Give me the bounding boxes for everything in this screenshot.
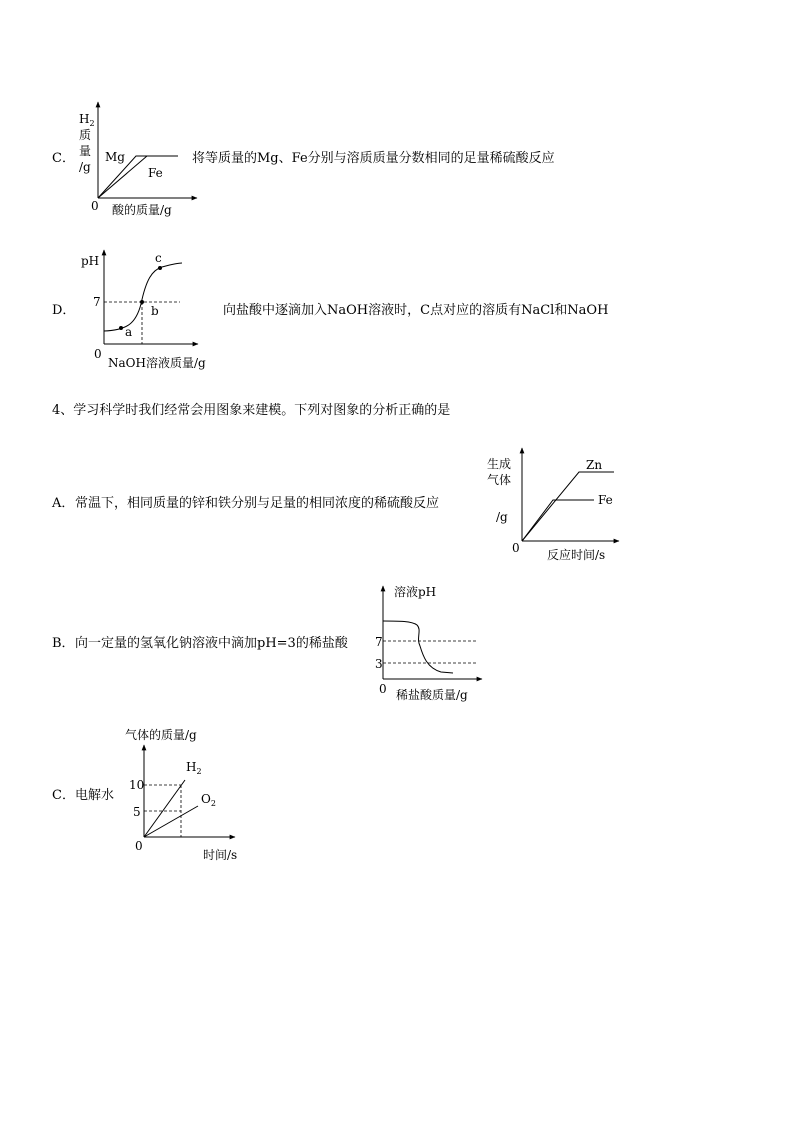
point-b-marker (140, 300, 144, 304)
option-letter: A． (52, 496, 75, 511)
fe-line (522, 500, 594, 541)
option-letter: B． (52, 636, 75, 651)
option-statement: 常温下，相同质量的锌和铁分别与足量的相同浓度的稀硫酸反应 (75, 496, 440, 511)
fe-series-label: Fe (598, 493, 613, 507)
origin-label: 0 (94, 347, 102, 361)
y-axis-label: /g (79, 160, 91, 174)
origin-label: 0 (512, 541, 520, 555)
electrolysis-gas-graph (125, 725, 250, 865)
h2-series-label: $H_2$ (186, 760, 202, 776)
origin-label: 0 (135, 839, 143, 853)
y-axis-label: 量 (79, 144, 92, 158)
y-tick-5: 5 (133, 805, 141, 819)
point-a-label: a (125, 325, 133, 339)
option-statement: 电解水 (75, 788, 115, 803)
point-c-label: c (155, 251, 162, 265)
origin-label: 0 (379, 682, 387, 696)
y-axis-label: $H_2$ (79, 112, 95, 128)
y-axis-label: /g (496, 510, 508, 524)
question-stem: 4、学习科学时我们经常会用图象来建模。下列对图象的分析正确的是 (52, 403, 451, 418)
fe-series-label: Fe (148, 166, 163, 180)
zn-series-label: Zn (586, 458, 603, 472)
y-axis-label: 气体 (487, 473, 512, 487)
h2-line (144, 780, 185, 837)
ph-curve (104, 263, 182, 331)
y-axis-label: 质 (79, 128, 92, 142)
origin-label: 0 (91, 199, 99, 213)
y-tick-3: 3 (375, 657, 383, 671)
mg-series-label: Mg (105, 150, 125, 164)
y-axis-label: pH (81, 254, 100, 268)
x-axis-label: 稀盐酸质量/g (396, 688, 468, 702)
point-b-label: b (151, 304, 159, 318)
x-axis-label: 酸的质量/g (112, 203, 172, 217)
zn-fe-gas-graph (482, 440, 632, 565)
mg-fe-hydrogen-graph (70, 100, 200, 220)
ph-curve (383, 621, 453, 673)
y-tick-7: 7 (93, 295, 101, 309)
x-axis-label: 反应时间/s (547, 548, 606, 562)
option-letter: C． (52, 151, 75, 166)
y-axis-label: 气体的质量/g (125, 728, 197, 742)
o2-series-label: $O_2$ (201, 792, 216, 808)
option-statement: 向盐酸中逐滴加入NaOH溶液时，C点对应的溶质有NaCl和NaOH (223, 303, 609, 318)
ph-hcl-addition-graph (365, 580, 485, 705)
x-axis-label: NaOH溶液质量/g (108, 356, 206, 370)
y-axis-label: 生成 (487, 457, 512, 471)
point-a-marker (119, 326, 123, 330)
y-axis-label: 溶液pH (394, 585, 437, 599)
option-statement: 向一定量的氢氧化钠溶液中滴加pH=3的稀盐酸 (75, 636, 348, 651)
option-statement: 将等质量的Mg、Fe分别与溶质质量分数相同的足量稀硫酸反应 (192, 151, 555, 166)
option-letter: D． (52, 303, 76, 318)
point-c-marker (158, 266, 162, 270)
y-tick-10: 10 (129, 778, 145, 792)
x-axis-label: 时间/s (203, 848, 238, 862)
y-tick-7: 7 (375, 635, 383, 649)
option-letter: C． (52, 788, 75, 803)
ph-titration-graph (80, 248, 220, 373)
